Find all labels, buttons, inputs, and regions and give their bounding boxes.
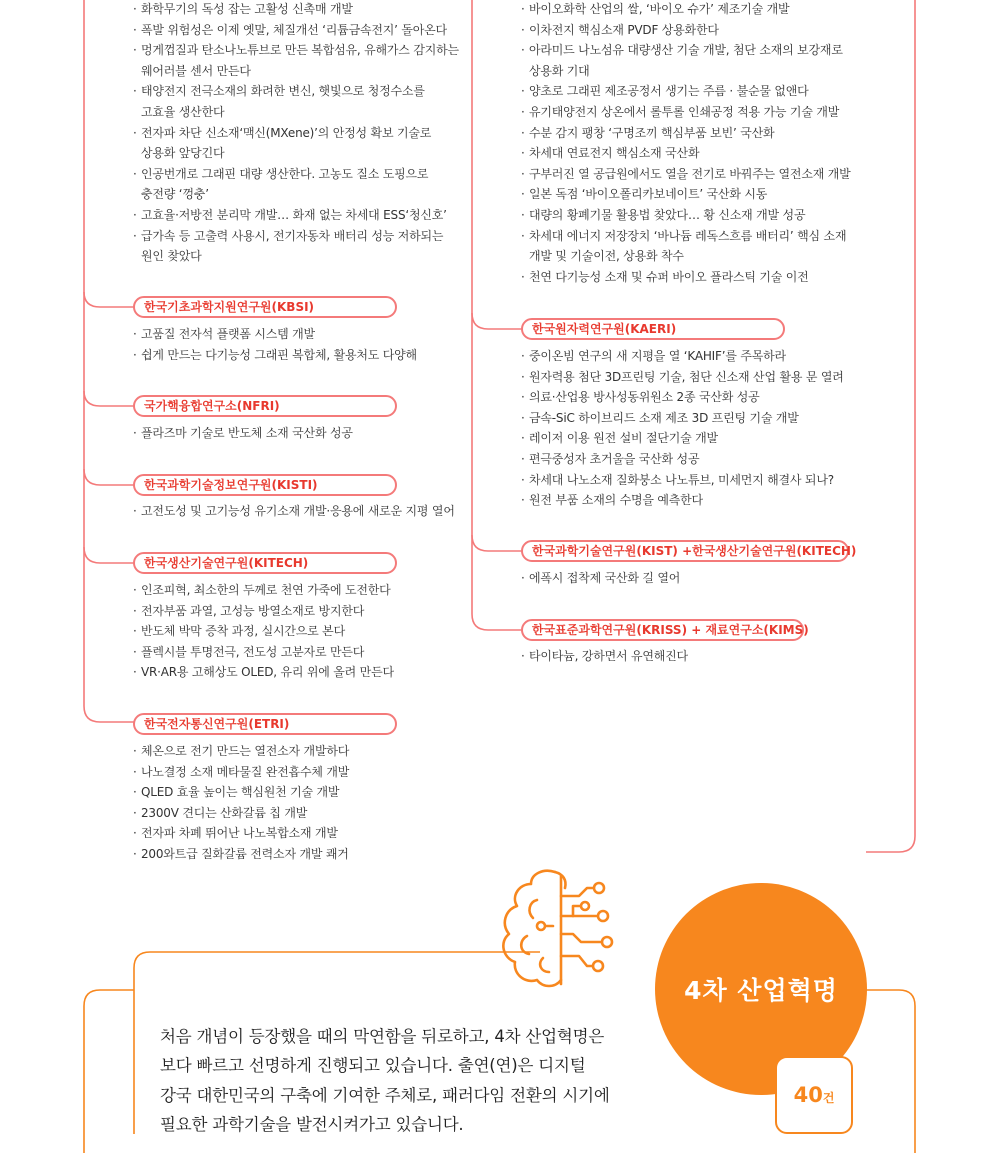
list-item-continued: 충전량 ‘껑충’	[141, 187, 209, 202]
list-item: · 원전 부품 소재의 수명을 예측한다	[521, 490, 844, 511]
list-item: · 유기태양전지 상온에서 롤투롤 인쇄공정 적용 가능 기술 개발	[521, 102, 851, 123]
list-item: · 고전도성 및 고기능성 유기소재 개발·응용에 새로운 지평 열어	[133, 501, 455, 522]
list-item: · 타이타늄, 강하면서 유연해진다	[521, 646, 688, 667]
list-item: · 고품질 전자석 플랫폼 시스템 개발	[133, 324, 417, 345]
list-item: · 금속-SiC 하이브리드 소재 제조 3D 프린팅 기술 개발	[521, 408, 844, 429]
left-top-list	[133, 0, 459, 267]
list-item: · 체온으로 전기 만드는 열전소자 개발하다	[133, 741, 349, 762]
section-title-kisti: 한국과학기술정보연구원(KISTI)	[133, 474, 397, 496]
count-unit: 건	[822, 1091, 835, 1105]
right-top-list	[521, 0, 851, 287]
list-item: · 천연 다기능성 소재 및 슈퍼 바이오 플라스틱 기술 이전	[521, 267, 851, 288]
count-number: 40	[793, 1083, 823, 1107]
list-item: · 화학무기의 독성 잡는 고활성 신촉매 개발	[133, 0, 459, 20]
list-item: · 차세대 에너지 저장장치 ‘바나듐 레독스흐름 배터리’ 핵심 소재	[521, 226, 851, 247]
list-item: · 차세대 나노소재 질화붕소 나노튜브, 미세먼지 해결사 되나?	[521, 470, 844, 491]
list-item: · 양초로 그래핀 제조공정서 생기는 주름 · 불순물 없앤다	[521, 81, 851, 102]
list-item: · 대량의 황폐기물 활용법 찾았다… 황 신소재 개발 성공	[521, 205, 851, 226]
kisti-list	[133, 501, 455, 522]
category-title: 4차 산업혁명	[684, 976, 838, 1005]
list-item: · VR·AR용 고해상도 OLED, 유리 위에 올려 만든다	[133, 662, 394, 683]
summary-line: 강국 대한민국의 구축에 기여한 주체로, 패러다임 전환의 시기에	[160, 1085, 610, 1105]
section-title-etri: 한국전자통신연구원(ETRI)	[133, 713, 397, 735]
list-item: · QLED 효율 높이는 핵심원천 기술 개발	[133, 782, 349, 803]
brain-circuit-icon	[497, 866, 617, 992]
list-item: · 바이오화학 산업의 쌀, ‘바이오 슈가’ 제조기술 개발	[521, 0, 851, 20]
list-item: · 의료·산업용 방사성동위원소 2종 국산화 성공	[521, 387, 844, 408]
list-item: · 구부러진 열 공급원에서도 열을 전기로 바꿔주는 열전소재 개발	[521, 164, 851, 185]
list-item: · 이차전지 핵심소재 PVDF 상용화한다	[521, 20, 851, 41]
list-item-continued: 고효율 생산한다	[141, 104, 225, 119]
kitech-list	[133, 580, 394, 683]
section-title-kbsi: 한국기초과학지원연구원(KBSI)	[133, 296, 397, 318]
section-title-kaeri: 한국원자력연구원(KAERI)	[521, 318, 785, 340]
kist-kitech-list	[521, 568, 680, 589]
summary-line: 필요한 과학기술을 발전시켜가고 있습니다.	[160, 1114, 464, 1134]
count-badge	[775, 1056, 853, 1134]
list-item: · 전자파 차폐 뛰어난 나노복합소재 개발	[133, 823, 349, 844]
list-item: · 차세대 연료전지 핵심소재 국산화	[521, 143, 851, 164]
summary-line: 처음 개념이 등장했을 때의 막연함을 뒤로하고, 4차 산업혁명은	[160, 1027, 605, 1046]
list-item: · 인조피혁, 최소한의 두께로 천연 가죽에 도전한다	[133, 580, 394, 601]
list-item: · 인공번개로 그래핀 대량 생산한다. 고농도 질소 도핑으로	[133, 164, 459, 185]
list-item-continued: 개발 및 기술이전, 상용화 착수	[529, 249, 684, 264]
list-item: · 태양전지 전극소재의 화려한 변신, 햇빛으로 청정수소를	[133, 81, 459, 102]
section-title-kist-kitech: 한국과학기술연구원(KIST) +한국생산기술연구원(KITECH)	[521, 540, 849, 562]
list-item: · 2300V 견디는 산화갈륨 칩 개발	[133, 803, 349, 824]
kbsi-list	[133, 324, 417, 365]
summary-paragraph	[160, 1022, 650, 1139]
kaeri-list	[521, 346, 844, 511]
list-item: · 멍게껍질과 탄소나노튜브로 만든 복합섬유, 유해가스 감지하는	[133, 40, 459, 61]
etri-list	[133, 741, 349, 865]
kriss-kims-list	[521, 646, 688, 667]
list-item: · 반도체 박막 증착 과정, 실시간으로 본다	[133, 621, 394, 642]
list-item-continued: 상용화 앞당긴다	[141, 146, 225, 161]
list-item: · 고효율·저방전 분리막 개발… 화재 없는 차세대 ESS‘청신호’	[133, 205, 459, 226]
list-item: · 나노결정 소재 메타물질 완전흡수체 개발	[133, 762, 349, 783]
section-title-nfri: 국가핵융합연구소(NFRI)	[133, 395, 397, 417]
list-item-continued: 웨어러블 센서 만든다	[141, 63, 251, 78]
list-item: · 전자부품 과열, 고성능 방열소재로 방지한다	[133, 601, 394, 622]
list-item: · 에폭시 접착제 국산화 길 열어	[521, 568, 680, 589]
list-item: · 수분 감지 팽창 ‘구명조끼 핵심부품 보빈’ 국산화	[521, 123, 851, 144]
nfri-list	[133, 423, 353, 444]
list-item: · 급가속 등 고출력 사용시, 전기자동차 배터리 성능 저하되는	[133, 226, 459, 247]
list-item: · 원자력용 첨단 3D프린팅 기술, 첨단 신소재 산업 활용 문 열려	[521, 367, 844, 388]
section-title-kriss-kims: 한국표준과학연구원(KRISS) + 재료연구소(KIMS)	[521, 619, 804, 641]
list-item: · 200와트급 질화갈륨 전력소자 개발 쾌거	[133, 844, 349, 865]
list-item: · 쉽게 만드는 다기능성 그래핀 복합체, 활용처도 다양해	[133, 345, 417, 366]
list-item: · 레이저 이용 원전 설비 절단기술 개발	[521, 428, 844, 449]
list-item-continued: 상용화 기대	[529, 63, 590, 78]
list-item-continued: 원인 찾았다	[141, 249, 202, 264]
section-title-kitech: 한국생산기술연구원(KITECH)	[133, 552, 397, 574]
list-item: · 일본 독점 ‘바이오폴리카보네이트’ 국산화 시동	[521, 184, 851, 205]
list-item: · 편극중성자 초거울을 국산화 성공	[521, 449, 844, 470]
list-item: · 플라즈마 기술로 반도체 소재 국산화 성공	[133, 423, 353, 444]
summary-line: 보다 빠르고 선명하게 진행되고 있습니다. 출연(연)은 디지털	[160, 1056, 586, 1076]
list-item: · 플렉시블 투명전극, 전도성 고분자로 만든다	[133, 642, 394, 663]
list-item: · 폭발 위험성은 이제 옛말, 체질개선 ‘리튬금속전지’ 돌아온다	[133, 20, 459, 41]
list-item: · 전자파 차단 신소재‘맥신(MXene)’의 안정성 확보 기술로	[133, 123, 459, 144]
list-item: · 중이온빔 연구의 새 지평을 열 ‘KAHIF’를 주목하라	[521, 346, 844, 367]
list-item: · 아라미드 나노섬유 대량생산 기술 개발, 첨단 소재의 보강재로	[521, 40, 851, 61]
